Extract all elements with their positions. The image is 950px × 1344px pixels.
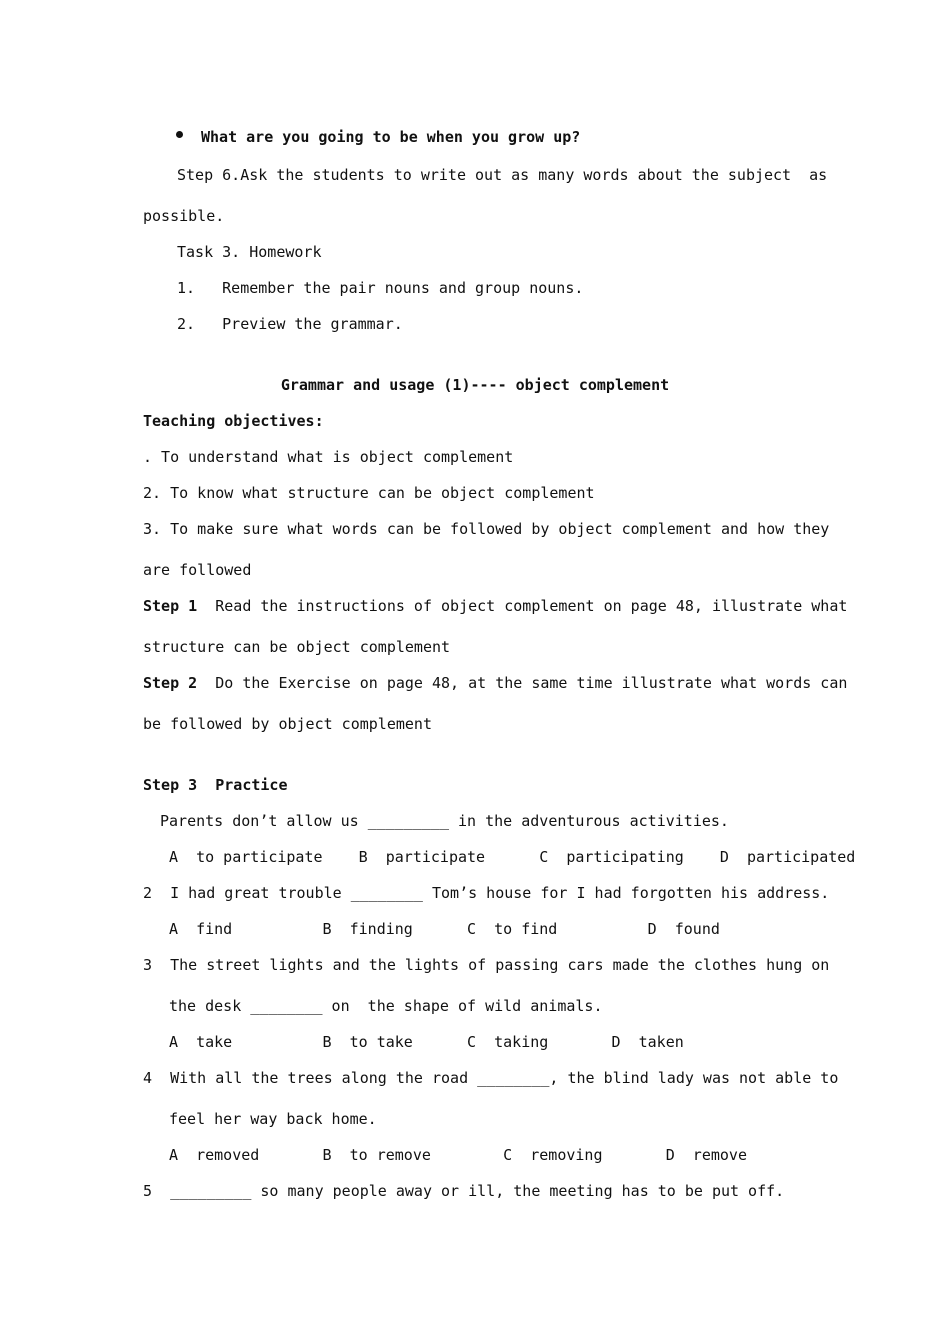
step2-text: Do the Exercise on page 48, at the same time illustrate what words can <box>197 674 848 692</box>
question-1-options: A to participate B participate C participating D participated <box>169 848 856 866</box>
step6-text: Step 6.Ask the students to write out as many words about the subject as <box>177 166 828 184</box>
step1-paragraph <box>143 596 847 616</box>
step1-text-cont: structure can be object complement <box>143 638 451 656</box>
question-1: Parents don’t allow us _________ in the adventurous activities. <box>160 812 729 830</box>
objective-item-3-cont: are followed <box>143 561 252 579</box>
objectives-heading: Teaching objectives: <box>143 412 324 430</box>
objective-item-3: 3. To make sure what words can be followed by object complement and how they <box>143 520 830 538</box>
question-2: 2 I had great trouble ________ Tom’s house for I had forgotten his address. <box>143 884 830 902</box>
question-2-options: A find B finding C to find D found <box>169 920 720 938</box>
homework-item-2: 2. Preview the grammar. <box>177 315 403 333</box>
step2-label: Step 2 <box>143 674 198 692</box>
step2-paragraph <box>143 673 847 693</box>
step3-heading: Step 3 Practice <box>143 776 288 794</box>
question-5: 5 _________ so many people away or ill, the meeting has to be put off. <box>143 1182 785 1200</box>
question-3-cont: the desk ________ on the shape of wild animals. <box>169 997 603 1015</box>
question-3-options: A take B to take C taking D taken <box>169 1033 684 1051</box>
question-3: 3 The street lights and the lights of passing cars made the clothes hung on <box>143 956 830 974</box>
step6-text-cont: possible. <box>143 207 225 225</box>
question-4: 4 With all the trees along the road ________, the blind lady was not able to <box>143 1069 839 1087</box>
bullet-question: What are you going to be when you grow up? <box>201 128 581 146</box>
step2-text-cont: be followed by object complement <box>143 715 432 733</box>
question-4-options: A removed B to remove C removing D remove <box>169 1146 747 1164</box>
section-title: Grammar and usage (1)---- object complement <box>280 376 670 394</box>
objective-item-1: . To understand what is object complement <box>143 448 514 466</box>
objective-item-2: 2. To know what structure can be object complement <box>143 484 595 502</box>
bullet-icon <box>176 131 183 138</box>
homework-item-1: 1. Remember the pair nouns and group nouns. <box>177 279 584 297</box>
task3-heading: Task 3. Homework <box>177 243 322 261</box>
step1-label: Step 1 <box>143 597 198 615</box>
question-4-cont: feel her way back home. <box>169 1110 377 1128</box>
step1-text: Read the instructions of object complement on page 48, illustrate what <box>197 597 848 615</box>
